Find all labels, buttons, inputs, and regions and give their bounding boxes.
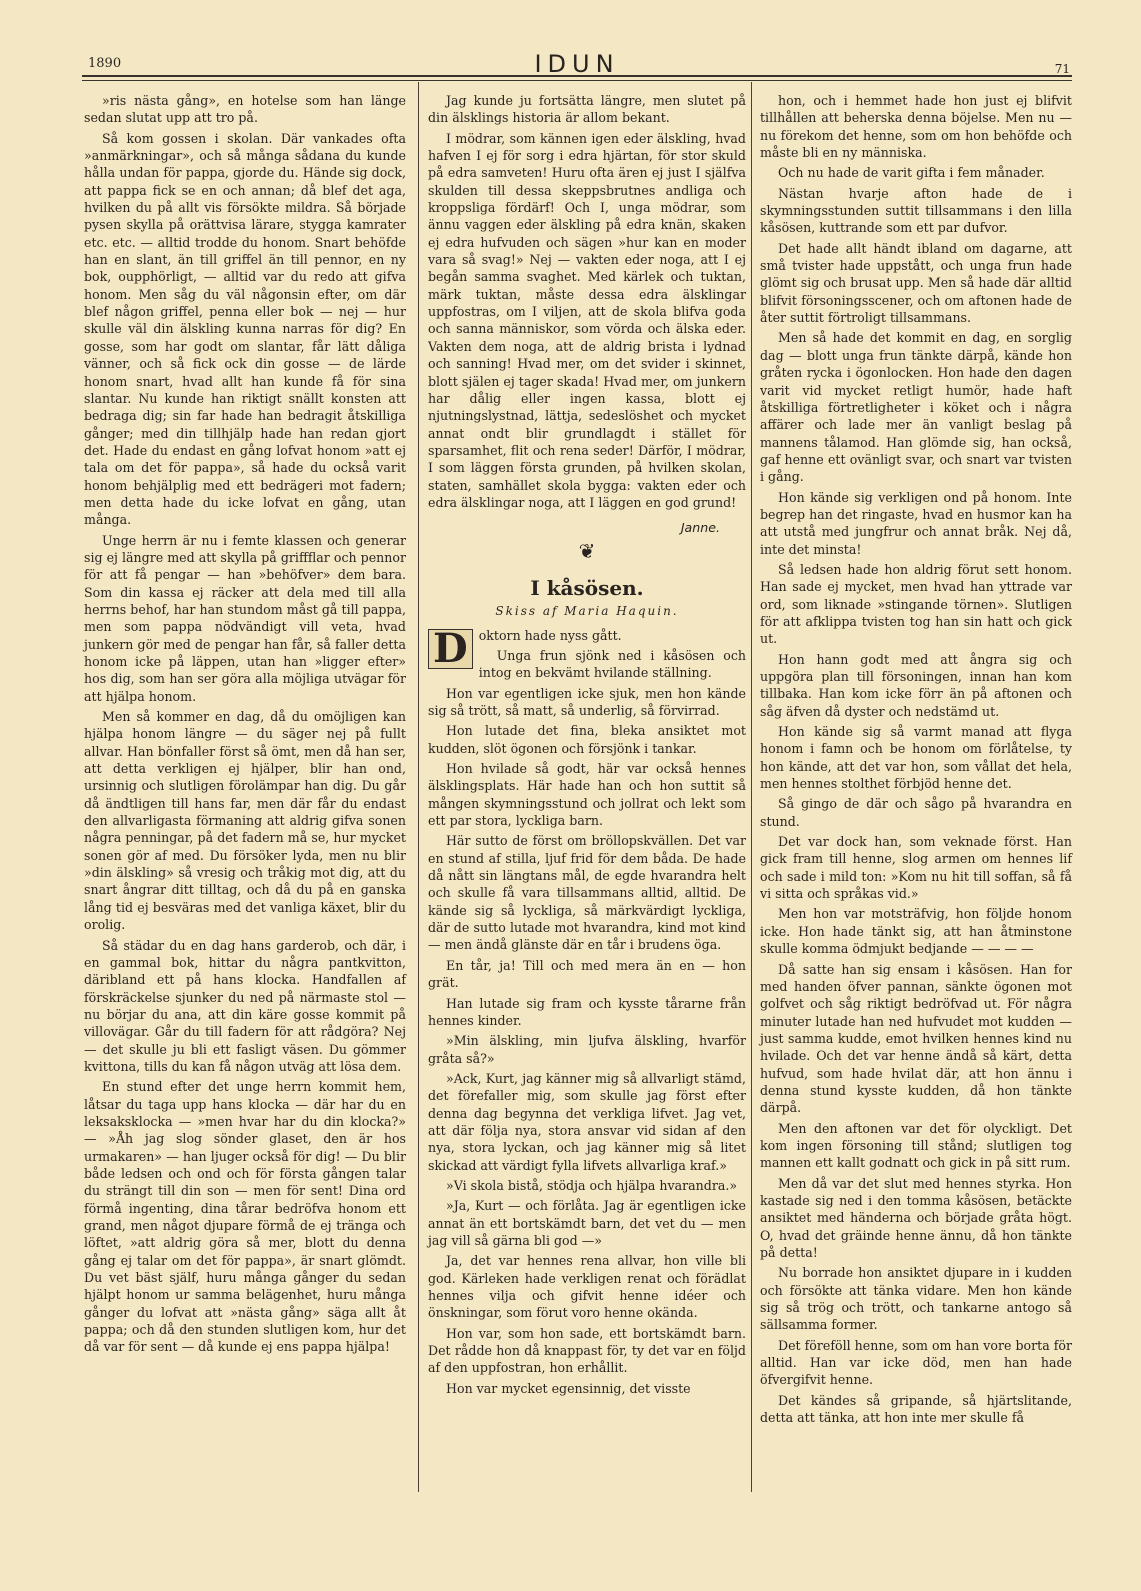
- column-divider: [751, 82, 752, 1492]
- paragraph: »ris nästa gång», en hotelse som han länge sedan slutat upp att tro på.: [84, 93, 406, 126]
- paragraph: En stund efter det unge herrn kommit hem, låtsar du taga upp hans klocka — där har du en leksaksklocka — »men hvar har du din klocka?» — »Åh jag slog sönder glaset, den är hos urmakaren» — han ljuger också för dig! — Du blir både ledsen och ond och för första gången talar du strängt till din son — men för sent! Dina ord förmå ingenting, dina tårar bedröfva honom ett grand, men något djupare förmå de ej tränga och löftet, »att aldrig göra så mer, blott du denna gång ej talar om det för pappa», är snart glömdt. Du vet bäst själf, huru många gånger du sedan hjälpt honom ur samma belägenhet, huru många gånger du lofvat att »nästa gång» säga allt åt pappa; och då den stunden slutligen kom, hur det då var för sent — då kunde ej ens pappa hjälpa!: [84, 1079, 406, 1355]
- paragraph: »Vi skola bistå, stödja och hjälpa hvarandra.»: [446, 1177, 738, 1193]
- paragraph: Hon lutade det fina, bleka ansiktet mot kudden, slöt ögonen och försjönk i tankar.: [428, 723, 746, 756]
- paragraph: En tår, ja! Till och med mera än en — hon grät.: [428, 957, 746, 991]
- story-title: I kåsösen.: [530, 575, 644, 600]
- paragraph: Han lutade sig fram och kysste tårarne från hennes kinder.: [428, 995, 746, 1028]
- paragraph: Då satte han sig ensam i kåsösen. Han for med handen öfver pannan, sänkte ögonen mot golfvet och såg riktigt bedröfvad ut. För några minuter lutade han ned hufvudet mot kudden — just samma kudde, emot hvilken hennes kind nu hvilade. Och det var henne ändå så kärt, detta hufvud, som hade hvilat där, att hon ännu i denna stund kysste kudden, då hon tänkte därpå.: [760, 961, 1072, 1116]
- paragraph: Hon var mycket egensinnig, det visste: [446, 1380, 691, 1396]
- paragraph: Hon hann godt med att ångra sig och uppgöra plan till försoningen, innan han kom tillbaka. Han kom icke förr än på aftonen och såg äfven då dyster och nedstämd ut.: [760, 651, 1072, 719]
- paragraph: I mödrar, som kännen igen eder älskling, hvad hafven I ej för sorg i edra hjärtan, för stor skuld på edra samveten! Huru ofta ären ej just I själfva skulden till dessa skeppsbrutnes andliga och kroppsliga fördärf! Och I, unga mödrar, som ännu vaggen eder älskling på edra knän, skaken ej edra hufvuden och sägen »hur kan en moder vara så svag!» Nej — vakten eder noga, att I ej begån samma svaghet. Med kärlek och tuktan, märk tuktan, måste dessa edra älsklingar uppfostras, om I viljen, att de skola blifva goda och sanna människor, som vörda och älska eder. Vakten dem noga, att de aldrig brista i lydnad och sanning! Hvad mer, om det svider i skinnet, blott själen ej tager skada! Hvad mer, om junkern har dålig eller ingen kassa, blott ej njutningslystnad, lättja, sedeslöshet och mycket annat ondt blir grundlagdt i stället för sparsamhet, flit och rena seder! Därför, I mödrar, I som läggen första grunden, på hvilken skolan, staten, samhället skola bygga: vakten eder och edra älsklingar noga, att I läggen en god grund!: [428, 130, 746, 510]
- paragraph: Det hade allt händt ibland om dagarne, att små tvister hade uppstått, och unga frun hade glömt sig och brusat upp. Men så hade där alltid blifvit försoningsscener, och om aftonen hade de åter suttit förtroligt tillsammans.: [760, 240, 1072, 326]
- paragraph: »Min älskling, min ljufva älskling, hvarför gråta så?»: [428, 1033, 746, 1066]
- year: 1890: [88, 56, 122, 71]
- story-byline: Skiss af Maria Haquin.: [495, 604, 679, 619]
- drop-cap: D: [428, 629, 473, 669]
- paragraph: »Ja, Kurt — och förlåta. Jag är egentligen icke annat än ett bortskämdt barn, det vet du — men jag vill så gärna bli god —»: [428, 1198, 746, 1248]
- paragraph: Så städar du en dag hans garderob, och där, i en gammal bok, hittar du några pantkvitton, däribland ett på hans klocka. Handfallen af förskräckelse sjunker du ned på närmaste stol — nu börjar du ana, att din käre gosse kommit på villovägar. Går du till fadern för att rådgöra? Nej — det skulle ju bli ett fasligt väsen. Du gömmer kvittona, tills du kan få någon utväg att lösa dem.: [84, 937, 406, 1074]
- paragraph: Hon var, som hon sade, ett bortskämdt barn. Det rådde hon då knappast för, ty det var en följd af den uppfostran, hon erhållit.: [428, 1325, 746, 1376]
- paragraph: Nu borrade hon ansiktet djupare in i kudden och försökte att tänka vidare. Men hon kände sig så trög och trött, och tankarne antogo så sällsamma former.: [760, 1265, 1072, 1333]
- paragraph: Men så hade det kommit en dag, en sorglig dag — blott unga frun tänkte därpå, kände hon gråten rycka i ögonlocken. Hon hade den dagen varit vid mycket retligt humör, hade haft åtskilliga förtretligheter i köket och i några affärer och lade mer än vanligt beslag på mannens tålamod. Han glömde sig, han också, gaf henne ett ovänligt svar, och snart var tvisten i gång.: [760, 330, 1072, 485]
- paragraph: Unge herrn är nu i femte klassen och generar sig ej längre med att skylla på griffflar och pennor för att få pengar — han »behöfver» dem bara. Som din kassa ej räcker att dela med till alla herrns behof, har han stundom måst gå till pappa, men som pappa nödvändigt vill veta, hvad junkern gör med de pengar han får, så faller detta honom icke på läppen, utan han »ligger efter» hos dig, som han ser göra alla möjliga utvägar för att hjälpa honom.: [84, 532, 406, 704]
- paragraph: Hon hvilade så godt, här var också hennes älsklingsplats. Här hade han och hon suttit så mången skymningsstund och jollrat och lekt som ett par stora, lyckliga barn.: [428, 761, 746, 829]
- column-3: [760, 92, 1072, 1429]
- paragraph: Hon kände sig så varmt manad att flyga honom i famn och be honom om förlåtelse, ty hon kände, att det var hon, som vållat det hela, men hennes stolthet förbjöd henne det.: [760, 724, 1072, 792]
- column-2: [428, 92, 746, 1400]
- paragraph: Ja, det var hennes rena allvar, hon ville bli god. Kärleken hade verkligen renat och förädlat hennes vilja och gifvit henne idéer och önskningar, som förut voro henne okända.: [428, 1253, 746, 1321]
- paragraph: Det föreföll henne, som om han vore borta för alltid. Han var icke död, men han hade öfvergifvit henne.: [760, 1337, 1072, 1388]
- signature: Janne.: [680, 520, 720, 536]
- paragraph: Jag kunde ju fortsätta längre, men slutet på din älsklings historia är allom bekant.: [428, 93, 746, 126]
- paragraph: »Ack, Kurt, jag känner mig så allvarligt stämd, det förefaller mig, som skulle jag först efter denna dag begynna det verkliga lifvet. Jag vet, att där följa nya, stora ansvar vid sidan af den nya, stora lyckan, och jag känner mig så litet skickad att värdigt fylla lifvets allvarliga kraf.»: [428, 1070, 746, 1173]
- paragraph: Det kändes så gripande, så hjärtslitande, detta att tänka, att hon inte mer skulle få: [760, 1392, 1072, 1426]
- masthead-title: IDUN: [534, 50, 620, 78]
- column-1: [84, 92, 406, 1359]
- paragraph: Så gingo de där och sågo på hvarandra en stund.: [760, 796, 1072, 829]
- page-number: 71: [1054, 62, 1070, 76]
- paragraph: Här sutto de först om bröllopskvällen. Det var en stund af stilla, ljuf frid för dem båda. De hade då nått sin längtans mål, de egde hvarandra helt och skulle få vara tillsammans alltid, alltid. De kände sig så lyckliga, så märkvärdigt lyckliga, där de sutto lutade mot hvarandra, kind mot kind — men ändå glänste där en tår i brudens öga.: [428, 833, 746, 953]
- paragraph: Så kom gossen i skolan. Där vankades ofta »anmärkningar», och så många sådana du kunde hålla undan för pappa, gjorde du. Hände sig dock, att pappa fick se en och annan; då blef det aga, hvilken du på allt vis försökte mildra. Så började pysen skylla på orättvisa lärare, stygga kamrater etc. etc. — alltid trodde du honom. Snart behöfde han en slant, än till griffel än till pennor, en ny bok, oupphörligt, — alltid var du redo att gifva honom. Men såg du väl någonsin efter, om där blef någon griffel, penna eller bok — nej — hur skulle väl din älskling kunna narras för dig? En gosse, som har godt om slantar, får lätt dåliga vänner, och så fick ock din gosse — de lärde honom snart, hvad allt han kunde få för sina slantar. Nu kunde han riktigt snällt konsten att bedraga dig; sin far hade han bedragit åtskilliga gånger; med din tillhjälp hade han redan gjort det. Hade du endast en gång lofvat honom »att ej tala om det för pappa», så hade du också varit honom behjälplig med ett bedrägeri mot fadern; men detta hade du icke lofvat en gång, utan många.: [84, 130, 406, 528]
- paragraph: Men hon var motsträfvig, hon följde honom icke. Hon hade tänkt sig, att han åtminstone skulle komma ödmjukt bedjande — — — —: [760, 906, 1072, 957]
- paragraph: Hon kände sig verkligen ond på honom. Inte begrep han det ringaste, hvad en husmor kan ha att utstå med jungfrur och annat bråk. Nej då, inte det minsta!: [760, 489, 1072, 557]
- paragraph: Hon var egentligen icke sjuk, men hon kände sig så trött, så matt, så underlig, så förvirrad.: [428, 685, 746, 718]
- paragraph: Men då var det slut med hennes styrka. Hon kastade sig ned i den tomma kåsösen, betäckte ansiktet med händerna och började gråta högt. O, hvad det gräinde henne ännu, då hon tänkte på detta!: [760, 1175, 1072, 1260]
- paragraph: Så ledsen hade hon aldrig förut sett honom. Han sade ej mycket, men hvad han yttrade var ord, som liknade »stingande törnen». Slutligen för att afklippa tvisten tog han sin hatt och gick ut.: [760, 561, 1072, 647]
- paragraph: Men så kommer en dag, då du omöjligen kan hjälpa honom längre — du säger nej på fullt allvar. Han bönfaller först så ömt, men då han ser, att detta verkligen ej hjälper, blir han ond, ursinnig och slutligen förolämpar han dig. Du går då ändtligen till hans far, men där får du endast den allvarligasta förmaning att aldrig gifva sonen några penningar, på det fadern må se, hur mycket sonen gör af med. Du försöker lyda, men nu blir »din älskling» så vresig och tråkig mot dig, att du snart ångrar ditt tilltag, och då du på en ganska lång tid ej besväras med det vanliga käxet, blir du orolig.: [84, 709, 406, 933]
- paragraph: hon, och i hemmet hade hon just ej blifvit tillhållen att beherska denna böjelse. Men nu — nu förekom det henne, som om hon behöfde och måste bli en ny människa.: [760, 93, 1072, 161]
- paragraph: Det var dock han, som veknade först. Han gick fram till henne, slog armen om hennes lif och sade i mild ton: »Kom nu hit till soffan, så få vi sitta och språkas vid.»: [760, 834, 1072, 902]
- paragraph: Och nu hade de varit gifta i fem månader.: [778, 165, 1045, 181]
- paragraph: Men den aftonen var det för olyckligt. Det kom ingen försoning till stånd; slutligen tog mannen ett kallt godnatt och gick in på sitt rum.: [760, 1120, 1072, 1171]
- paragraph: Unga frun sjönk ned i kåsösen och intog en bekvämt hvilande ställning.: [478, 647, 746, 681]
- paragraph: Nästan hvarje afton hade de i skymningsstunden suttit tillsammans i den lilla kåsösen, kuttrande som ett par dufvor.: [760, 185, 1072, 236]
- column-divider: [418, 82, 419, 1492]
- header-rule: [82, 75, 1072, 81]
- ornament-icon: ❦: [578, 538, 596, 563]
- opening-text: oktorn hade nyss gått.: [478, 627, 622, 643]
